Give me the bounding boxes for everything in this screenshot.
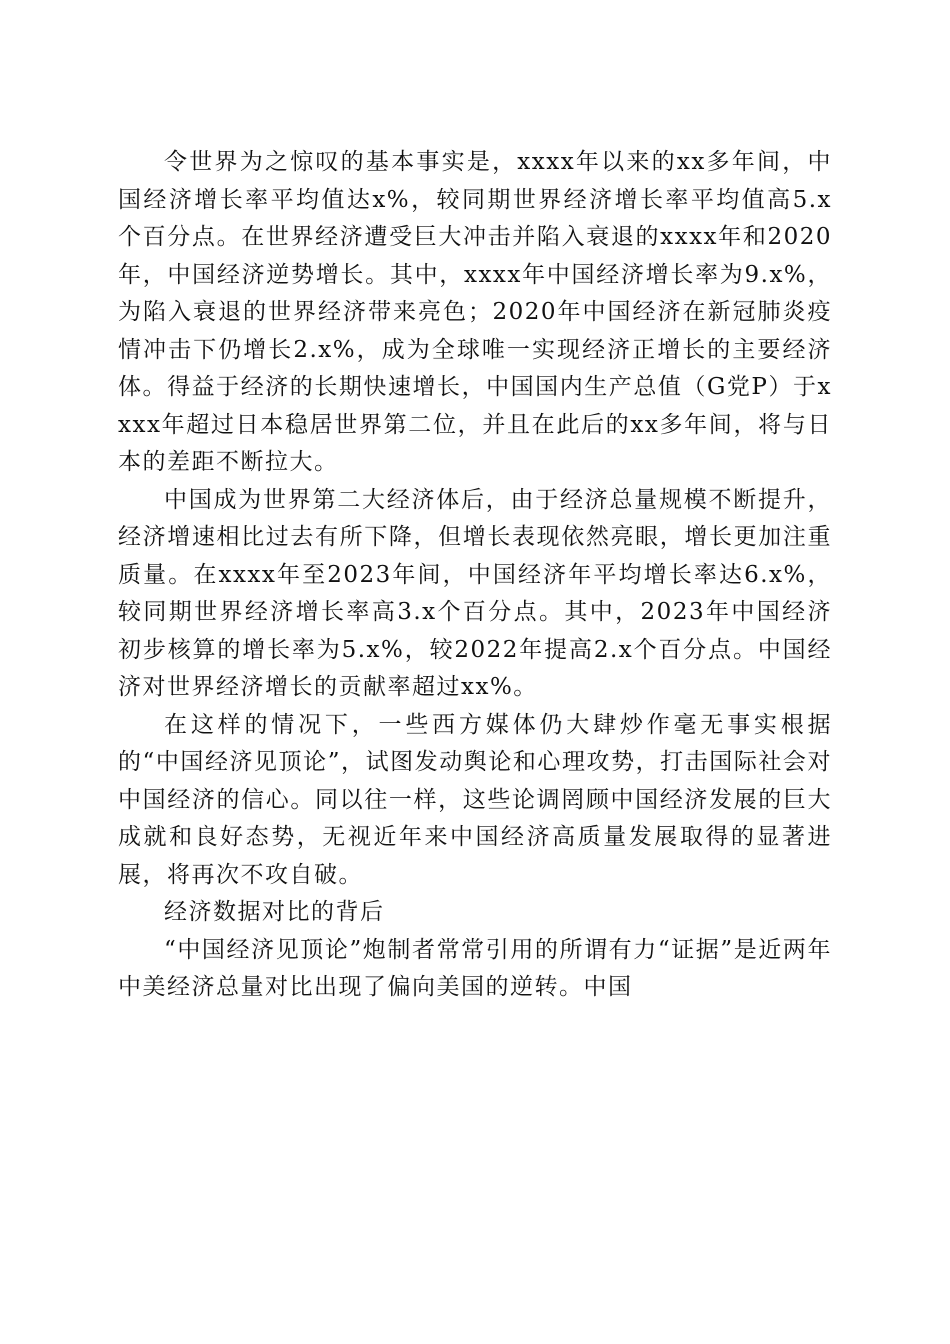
section-heading-data-comparison: 经济数据对比的背后 (164, 899, 385, 925)
paragraph-gdp-comparison: “中国经济见顶论”炮制者常常引用的所谓有力“证据”是近两年中美经济总量对比出现了偏向美国的逆转。中国 (118, 936, 832, 1000)
document-body (118, 144, 832, 1007)
paragraph-economic-growth-facts: 令世界为之惊叹的基本事实是，xxxx年以来的xx多年间，中国经济增长率平均值达x%，较同期世界经济增长率平均值高5.x个百分点。在世界经济遭受巨大冲击并陷入衰退的xxxx年和2020年，中国经济逆势增长。其中，xxxx年中国经济增长率为9.x%，为陷入衰退的世界经济带来亮色；2020年中国经济在新冠肺炎疫情冲击下仍增长2.x%，成为全球唯一实现经济正增长的主要经济体。得益于经济的长期快速增长，中国国内生产总值（G党P）于xxxx年超过日本稳居世界第二位，并且在此后的xx多年间，将与日本的差距不断拉大。 (118, 149, 832, 475)
paragraph-second-largest-economy: 中国成为世界第二大经济体后，由于经济总量规模不断提升，经济增速相比过去有所下降，但增长表现依然亮眼，增长更加注重质量。在xxxx年至2023年间，中国经济年平均增长率达6.x%，较同期世界经济增长率高3.x个百分点。其中，2023年中国经济初步核算的增长率为5.x%，较2022年提高2.x个百分点。中国经济对世界经济增长的贡献率超过xx%。 (118, 486, 832, 700)
paragraph-western-media-claims: 在这样的情况下，一些西方媒体仍大肆炒作毫无事实根据的“中国经济见顶论”，试图发动舆论和心理攻势，打击国际社会对中国经济的信心。同以往一样，这些论调罔顾中国经济发展的巨大成就和良好态势，无视近年来中国经济高质量发展取得的显著进展，将再次不攻自破。 (118, 711, 832, 888)
